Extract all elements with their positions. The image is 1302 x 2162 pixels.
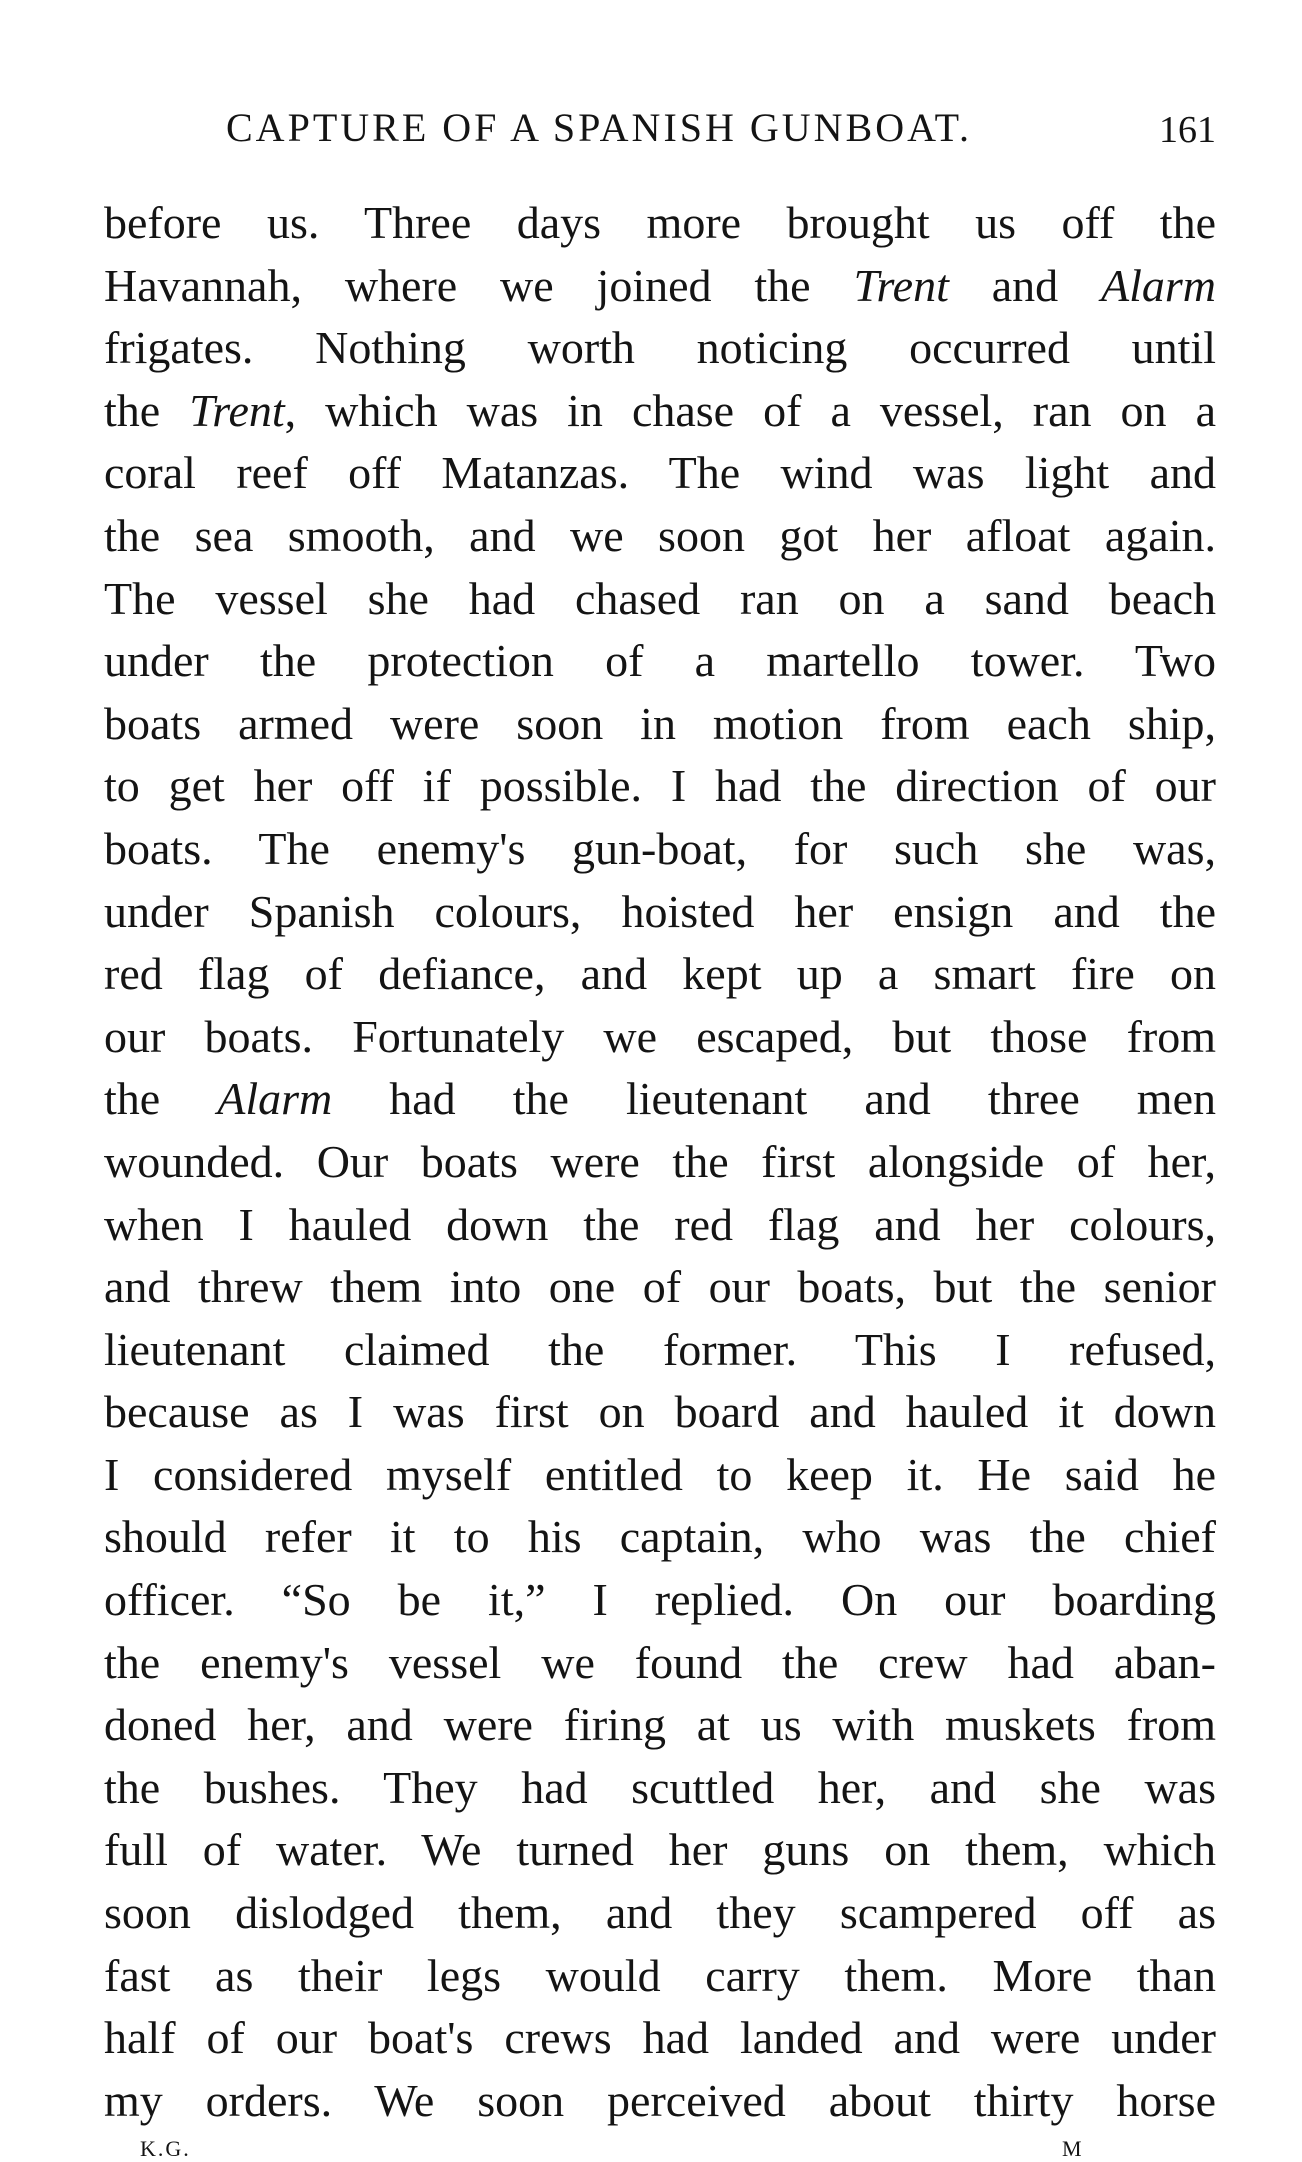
- text-line: the sea smooth, and we soon got her afloat again.: [104, 509, 1216, 561]
- text-line: before us. Three days more brought us off the: [104, 197, 1216, 248]
- text-line: coral reef off Matanzas. The wind was light and: [104, 447, 1216, 499]
- text-line: officer. “So be it,” I replied. On our boarding: [104, 1574, 1216, 1626]
- text-line: the Trent, which was in chase of a vessel, ran on a: [104, 384, 1216, 436]
- printer-signature: K.G.: [140, 2136, 191, 2161]
- text-line: red flag of defiance, and kept up a smart fire on: [104, 948, 1216, 1000]
- text-line: and threw them into one of our boats, but the senior: [104, 1261, 1216, 1313]
- text-line: because as I was first on board and hauled it down: [104, 1386, 1216, 1438]
- text-line: boats armed were soon in motion from each ship,: [104, 697, 1216, 749]
- text-line: the enemy's vessel we found the crew had aban-: [104, 1636, 1216, 1688]
- text-line: half of our boat's crews had landed and were under: [104, 2012, 1216, 2064]
- text-line: to get her off if possible. I had the direction of our: [104, 760, 1216, 812]
- text-line: The vessel she had chased ran on a sand beach: [104, 572, 1216, 624]
- text-line: fast as their legs would carry them. More than: [104, 1949, 1216, 2001]
- text-line: I considered myself entitled to keep it. He said he: [104, 1448, 1216, 1500]
- signature-mark: M: [1062, 2136, 1082, 2161]
- running-head: [108, 104, 1216, 152]
- text-line: Havannah, where we joined the Trent and Alarm: [104, 259, 1217, 311]
- text-line: under Spanish colours, hoisted her ensign and the: [104, 885, 1216, 937]
- text-line: doned her, and were firing at us with muskets from: [104, 1699, 1216, 1751]
- text-line: boats. The enemy's gun-boat, for such she was,: [104, 822, 1216, 874]
- page-number: 161: [1159, 109, 1216, 151]
- text-line: soon dislodged them, and they scampered off as: [104, 1887, 1216, 1939]
- text-line: full of water. We turned her guns on them, which: [104, 1824, 1216, 1876]
- text-line: frigates. Nothing worth noticing occurred until: [104, 322, 1216, 374]
- text-line: the bushes. They had scuttled her, and she was: [104, 1761, 1216, 1813]
- text-line: my orders. We soon perceived about thirty horse: [104, 2074, 1216, 2126]
- text-line: lieutenant claimed the former. This I refused,: [104, 1323, 1216, 1375]
- text-line: under the protection of a martello tower. Two: [104, 635, 1216, 687]
- text-line: wounded. Our boats were the first alongside of her,: [104, 1135, 1216, 1187]
- text-line: should refer it to his captain, who was the chief: [104, 1511, 1216, 1563]
- text-line: the Alarm had the lieutenant and three men: [104, 1073, 1216, 1125]
- body-text: [104, 192, 1216, 2132]
- text-line: when I hauled down the red flag and her colours,: [104, 1198, 1216, 1250]
- chapter-title: CAPTURE OF A SPANISH GUNBOAT.: [226, 105, 973, 150]
- text-line: our boats. Fortunately we escaped, but those from: [104, 1010, 1216, 1062]
